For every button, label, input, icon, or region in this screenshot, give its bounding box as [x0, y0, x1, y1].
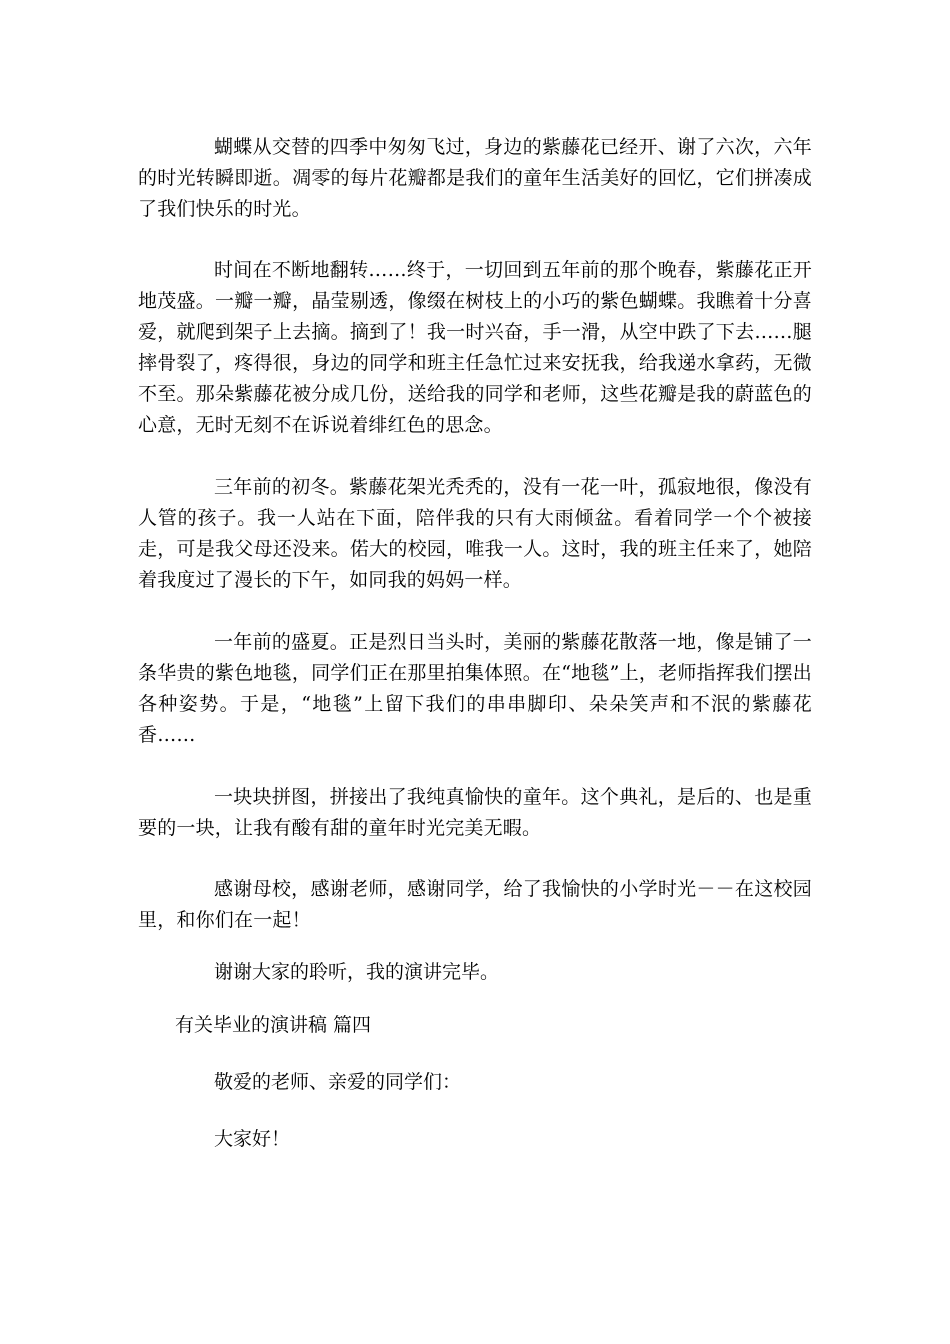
paragraph-one-year-ago: 一年前的盛夏。正是烈日当头时，美丽的紫藤花散落一地，像是铺了一条华贵的紫色地毯，同学们正在那里拍集体照。在“地毯”上，老师指挥我们摆出各种姿势。于是，“地毯”上留下我们的串串脚印、朵朵笑声和不泯的紫藤花香…… — [138, 631, 812, 746]
paragraph-butterfly: 蝴蝶从交替的四季中匆匆飞过，身边的紫藤花已经开、谢了六次，六年的时光转瞬即逝。凋零的每片花瓣都是我们的童年生活美好的回忆，它们拼凑成了我们快乐的时光。 — [138, 136, 812, 220]
greeting: 大家好！ — [214, 1128, 291, 1150]
paragraph-five-years-ago: 时间在不断地翻转……终于，一切回到五年前的那个晚春，紫藤花正开地茂盛。一瓣一瓣，晶莹剔透，像缀在树枝上的小巧的紫色蝴蝶。我瞧着十分喜爱，就爬到架子上去摘。摘到了！我一时兴奋，手一滑，从空中跌了下去……腿摔骨裂了，疼得很，身边的同学和班主任急忙过来安抚我，给我递水拿药，无微不至。那朵紫藤花被分成几份，送给我的同学和老师，这些花瓣是我的蔚蓝色的心意，无时无刻不在诉说着绯红色的思念。 — [138, 259, 812, 436]
paragraph-thanks: 感谢母校，感谢老师，感谢同学，给了我愉快的小学时光－－在这校园里，和你们在一起！ — [138, 878, 812, 931]
paragraph-three-years-ago: 三年前的初冬。紫藤花架光秃秃的，没有一花一叶，孤寂地很，像没有人管的孩子。我一人站在下面，陪伴我的只有大雨倾盆。看着同学一个个被接走，可是我父母还没来。偌大的校园，唯我一人。这时，我的班主任来了，她陪着我度过了漫长的下午，如同我的妈妈一样。 — [138, 476, 812, 591]
salutation: 敬爱的老师、亲爱的同学们： — [214, 1071, 462, 1093]
closing-line: 谢谢大家的聆听，我的演讲完毕。 — [214, 961, 500, 983]
section-heading: 有关毕业的演讲稿 篇四 — [175, 1014, 372, 1036]
paragraph-puzzle: 一块块拼图，拼接出了我纯真愉快的童年。这个典礼，是后的、也是重要的一块，让我有酸有甜的童年时光完美无暇。 — [138, 786, 812, 839]
